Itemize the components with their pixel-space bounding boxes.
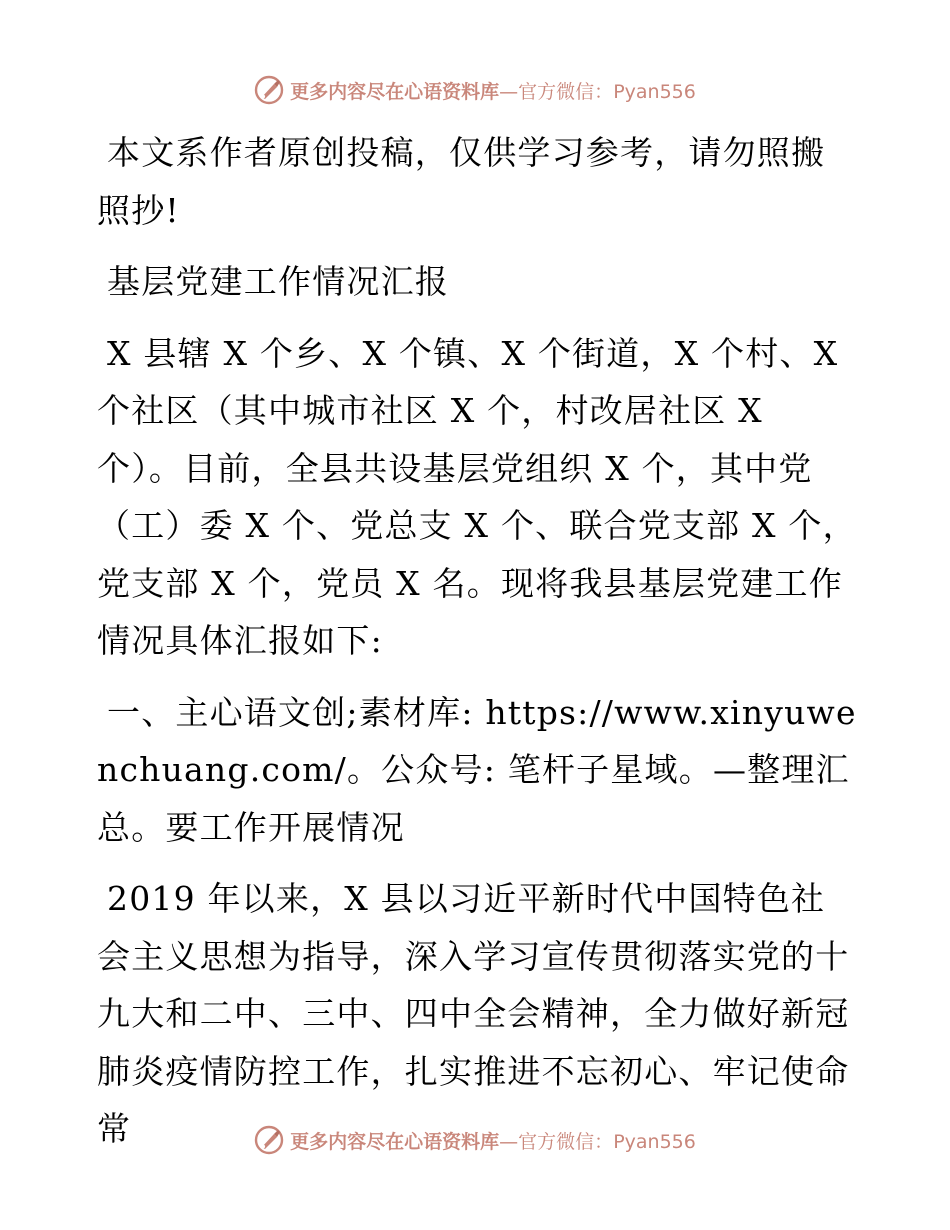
watermark-wechat-label: 官方微信： [518,80,614,103]
copyright-notice: 本文系作者原创投稿，仅供学习参考，请勿照搬照抄! [97,133,826,230]
section-body-paragraph: 2019 年以来，X 县以习近平新时代中国特色社会主义思想为指导，深入学习宣传贯彻落实党的十九大和二中、三中、四中全会精神，全力做好新冠肺炎疫情防控工作，扎实推进不忘初心、牢记使命常 [97,879,850,1148]
watermark-separator: — [499,1130,519,1153]
watermark-text [290,77,696,104]
watermark-account: Pyan556 [613,80,696,103]
watermark-text [290,1127,696,1154]
footer-watermark [0,1120,950,1160]
section-heading: 一、主心语文创;素材库: https://www.xinyuwenchuang.com/。公众号: 笔杆子星域。—整理汇总。要工作开展情况 [97,692,857,847]
header-watermark [0,70,950,110]
quill-pen-logo-icon [254,75,284,105]
watermark-wechat-label: 官方微信： [518,1130,614,1153]
document-title: 基层党建工作情况汇报 [107,262,449,301]
watermark-brand: 更多内容尽在心语资料库 [290,1130,500,1153]
intro-paragraph: X 县辖 X 个乡、X 个镇、X 个街道，X 个村、X 个社区（其中城市社区 X 个，村改居社区 X 个）。目前，全县共设基层党组织 X 个，其中党（工）委 X 个、党总支 X 个、联合党支部 X 个，党支部 X 个，党员 X 名。现将我县基层党建工作情况具体汇报如下: [97,333,857,660]
watermark-separator: — [499,80,519,103]
watermark-account: Pyan556 [613,1130,696,1153]
quill-pen-logo-icon [254,1125,284,1155]
watermark-brand: 更多内容尽在心语资料库 [290,80,500,103]
document-body [97,124,857,1171]
